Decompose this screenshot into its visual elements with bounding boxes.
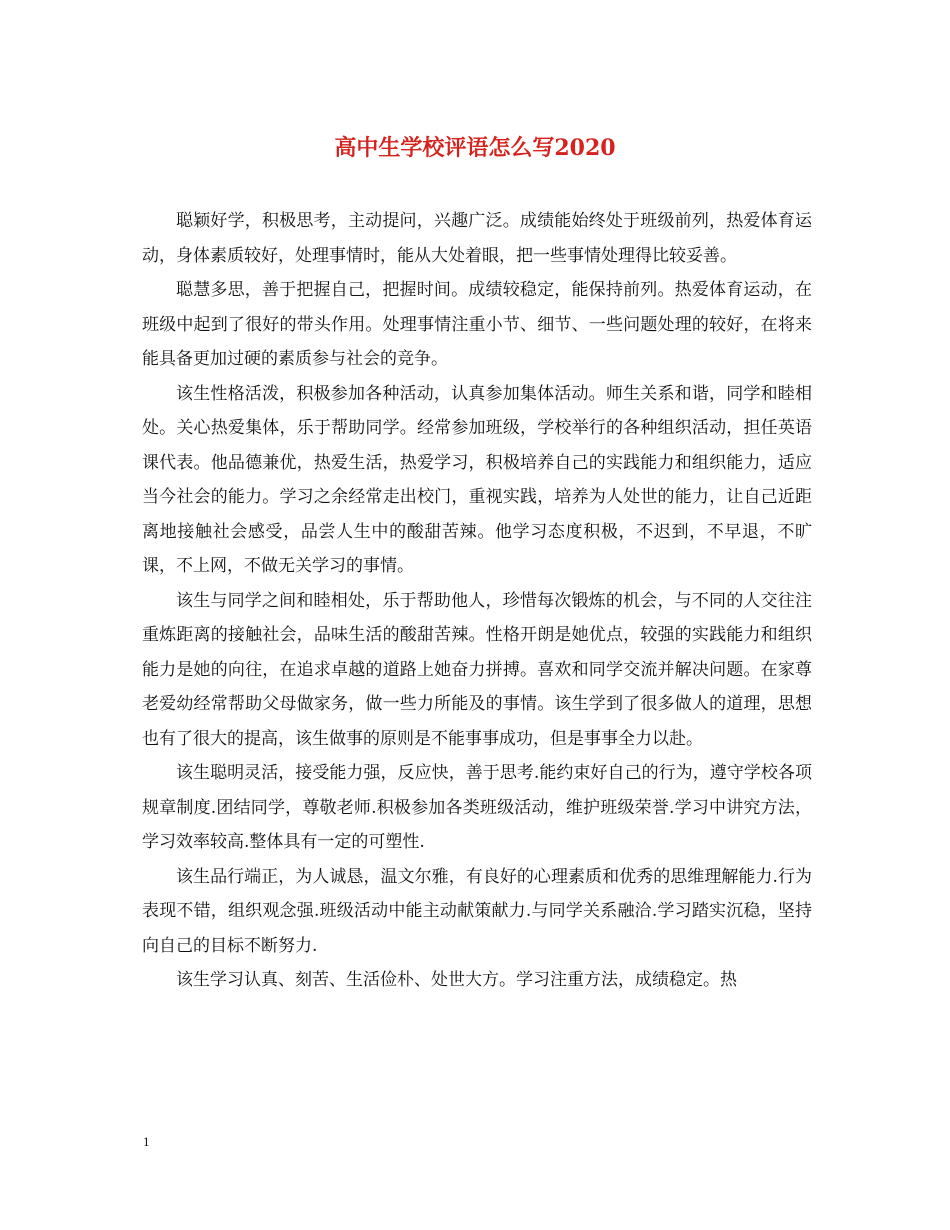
document-body (142, 204, 812, 998)
paragraph-2: 聪慧多思，善于把握自己，把握时间。成绩较稳定，能保持前列。热爱体育运动，在班级中起到了很好的带头作用。处理事情注重小节、细节、一些问题处理的较好，在将来能具备更加过硬的素质参与社会的竞争。 (142, 280, 812, 369)
paragraph-6: 该生品行端正，为人诚恳，温文尔雅，有良好的心理素质和优秀的思维理解能力.行为表现不错，组织观念强.班级活动中能主动献策献力.与同学关系融洽.学习踏实沉稳，坚持向自己的目标不断努力. (142, 866, 812, 956)
paragraph-4: 该生与同学之间和睦相处，乐于帮助他人，珍惜每次锻炼的机会，与不同的人交往注重炼距离的接触社会，品味生活的酸甜苦辣。性格开朗是她优点，较强的实践能力和组织能力是她的向往，在追求卓越的道路上她奋力拼搏。喜欢和同学交流并解决问题。在家尊老爱幼经常帮助父母做家务，做一些力所能及的事情。该生学到了很多做人的道理，思想也有了很大的提高，该生做事的原则是不能事事成功，但是事事全力以赴。 (142, 590, 812, 749)
paragraph-1: 聪颖好学，积极思考，主动提问，兴趣广泛。成绩能始终处于班级前列，热爱体育运动，身体素质较好，处理事情时，能从大处着眼，把一些事情处理得比较妥善。 (142, 211, 812, 266)
paragraph-7: 该生学习认真、刻苦、生活俭朴、处世大方。学习注重方法，成绩稳定。热 (176, 970, 737, 990)
page-number: 1 (143, 1134, 150, 1149)
document-title: 高中生学校评语怎么写2020 (334, 135, 616, 161)
paragraph-5: 该生聪明灵活，接受能力强，反应快，善于思考.能约束好自己的行为，遵守学校各项规章制度.团结同学，尊敬老师.积极参加各类班级活动，维护班级荣誉.学习中讲究方法，学习效率较高.整体具有一定的可塑性. (142, 763, 812, 852)
paragraph-3: 该生性格活泼，积极参加各种活动，认真参加集体活动。师生关系和谐，同学和睦相处。关心热爱集体，乐于帮助同学。经常参加班级，学校举行的各种组织活动，担任英语课代表。他品德兼优，热爱生活，热爱学习，积极培养自己的实践能力和组织能力，适应当今社会的能力。学习之余经常走出校门，重视实践，培养为人处世的能力，让自己近距离地接触社会感受，品尝人生中的酸甜苦辣。他学习态度积极，不迟到，不早退，不旷课，不上网，不做无关学习的事情。 (142, 383, 812, 576)
